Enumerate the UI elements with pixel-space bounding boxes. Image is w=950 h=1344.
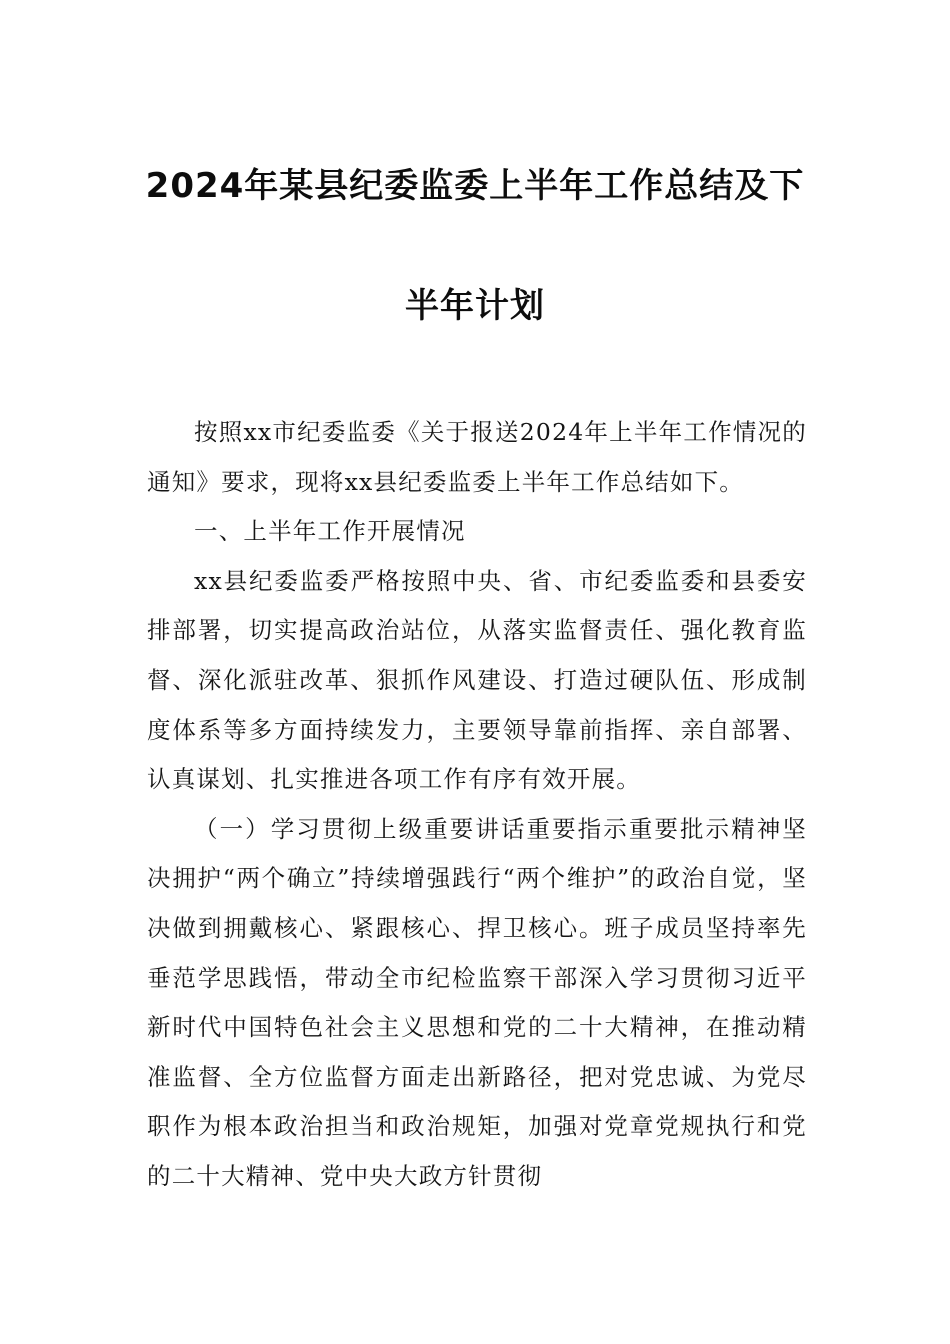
intro-paragraph: 按照xx市纪委监委《关于报送2024年上半年工作情况的通知》要求，现将xx县纪委监委上半年工作总结如下。 [147, 418, 807, 496]
section-1-paragraph: xx县纪委监委严格按照中央、省、市纪委监委和县委安排部署，切实提高政治站位，从落实监督责任、强化教育监督、深化派驻改革、狠抓作风建设、打造过硬队伍、形成制度体系等多方面持续发力，主要领导靠前指挥、亲自部署、认真谋划、扎实推进各项工作有序有效开展。 [147, 566, 807, 794]
section-heading-1: 一、上半年工作开展情况 [194, 517, 466, 546]
document-body [147, 408, 807, 1202]
subsection-1-paragraph: （一）学习贯彻上级重要讲话重要指示重要批示精神坚决拥护“两个确立”持续增强践行“两个维护”的政治自觉，坚决做到拥戴核心、紧跟核心、捍卫核心。班子成员坚持率先垂范学思践悟，带动全市纪检监察干部深入学习贯彻习近平新时代中国特色社会主义思想和党的二十大精神，在推动精准监督、全方位监督方面走出新路径，把对党忠诚、为党尽职作为根本政治担当和政治规矩，加强对党章党规执行和党的二十大精神、党中央大政方针贯彻 [147, 814, 807, 1190]
document-title-line-1: 2024年某县纪委监委上半年工作总结及下 [145, 166, 805, 206]
document-title-line-2: 半年计划 [405, 286, 545, 326]
